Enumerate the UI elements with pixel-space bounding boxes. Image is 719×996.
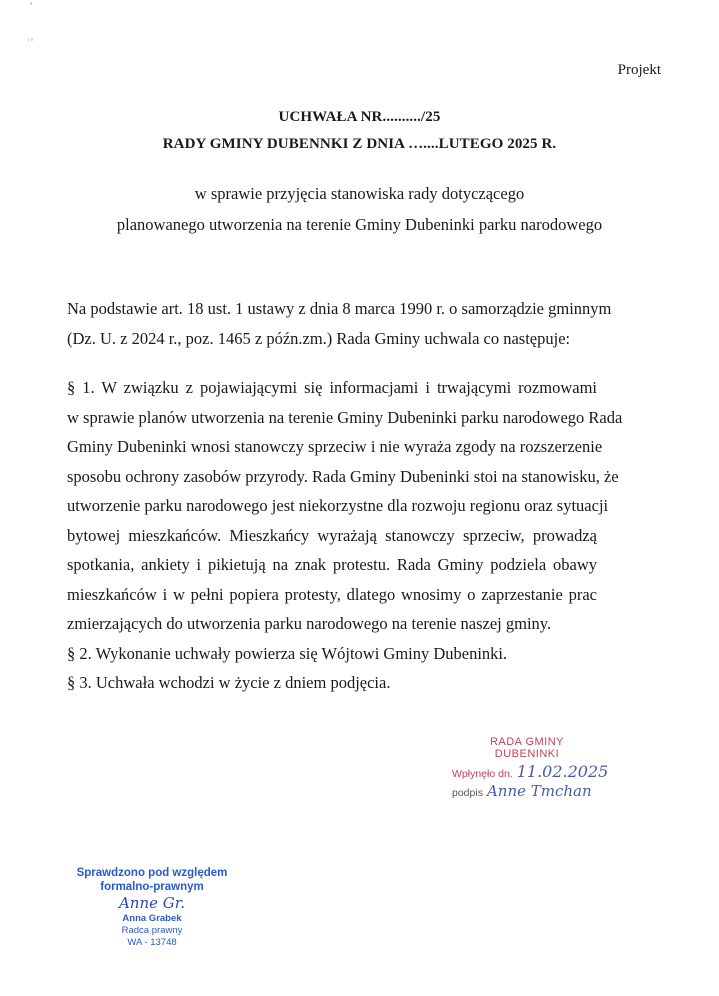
- section-1-line: utworzenie parku narodowego jest niekorzystne dla rozwoju regionu oraz sytuacji: [67, 496, 609, 515]
- preamble: [67, 294, 612, 353]
- scan-mark: ᵃ: [30, 2, 33, 8]
- signature-label: podpis: [452, 787, 483, 799]
- subject-line-1: w sprawie przyjęcia stanowiska rady dotyczącego: [194, 184, 525, 203]
- scan-mark: ʲ ᵃ: [28, 38, 33, 44]
- section-1-line: § 1. W związku z pojawiającymi się informacjami i trwającymi rozmowami: [67, 378, 597, 397]
- legal-check-stamp: [62, 866, 242, 949]
- section-3: § 3. Uchwała wchodzi w życie z dniem podjęcia.: [67, 673, 391, 692]
- section-2: § 2. Wykonanie uchwały powierza się Wójtowi Gminy Dubeninki.: [67, 643, 508, 663]
- section-1-line: Gminy Dubeninki wnosi stanowczy sprzeciw i nie wyraża zgody na rozszerzenie: [67, 437, 603, 456]
- section-1: [67, 373, 623, 698]
- section-1-line: bytowej mieszkańców. Mieszkańcy wyrażają stanowczy sprzeciw, prowadzą: [67, 525, 597, 545]
- received-signature: Anne Tmchan: [486, 782, 592, 800]
- lawyer-number: WA - 13748: [127, 937, 177, 948]
- lawyer-role: Radca prawny: [121, 925, 183, 936]
- received-stamp: [452, 736, 672, 802]
- section-1-line: w sprawie planów utworzenia na terenie Gminy Dubeninki parku narodowego Rada: [67, 407, 623, 427]
- preamble-line: (Dz. U. z 2024 r., poz. 1465 z późn.zm.) Rada Gminy uchwala co następuje:: [67, 328, 571, 348]
- section-1-line: mieszkańców i w pełni popiera protesty, dlatego wnosimy o zaprzestanie prac: [67, 584, 597, 604]
- preamble-line: Na podstawie art. 18 ust. 1 ustawy z dnia 8 marca 1990 r. o samorządzie gminnym: [67, 299, 612, 318]
- stamp-council-name-2: DUBENINKI: [494, 748, 560, 760]
- resolution-number: UCHWAŁA NR........../25: [278, 109, 441, 125]
- section-1-line: spotkania, ankiety i pikietują na znak protestu. Rada Gminy podziela obawy: [67, 555, 597, 574]
- section-1-line: zmierzających do utworzenia parku narodowego na terenie naszej gminy.: [67, 614, 552, 633]
- draft-label: Projekt: [617, 62, 661, 78]
- resolution-council-date: RADY GMINY DUBENNKI Z DNIA …....LUTEGO 2025 R.: [162, 136, 557, 152]
- lawyer-name: Anna Grabek: [122, 913, 182, 924]
- received-label: Wpłynęło dn.: [452, 768, 513, 780]
- section-1-line: sposobu ochrony zasobów przyrody. Rada Gminy Dubeninki stoi na stanowisku, że: [67, 466, 619, 486]
- stamp-council-name: RADA GMINY: [489, 736, 565, 748]
- subject-line-2: planowanego utworzenia na terenie Gminy Dubeninki parku narodowego: [116, 215, 603, 234]
- received-date: 11.02.2025: [516, 762, 609, 781]
- legal-signature: Anne Gr.: [118, 894, 186, 912]
- legal-stamp-line-1: Sprawdzono pod względem: [76, 867, 228, 879]
- legal-stamp-line-2: formalno-prawnym: [100, 881, 204, 893]
